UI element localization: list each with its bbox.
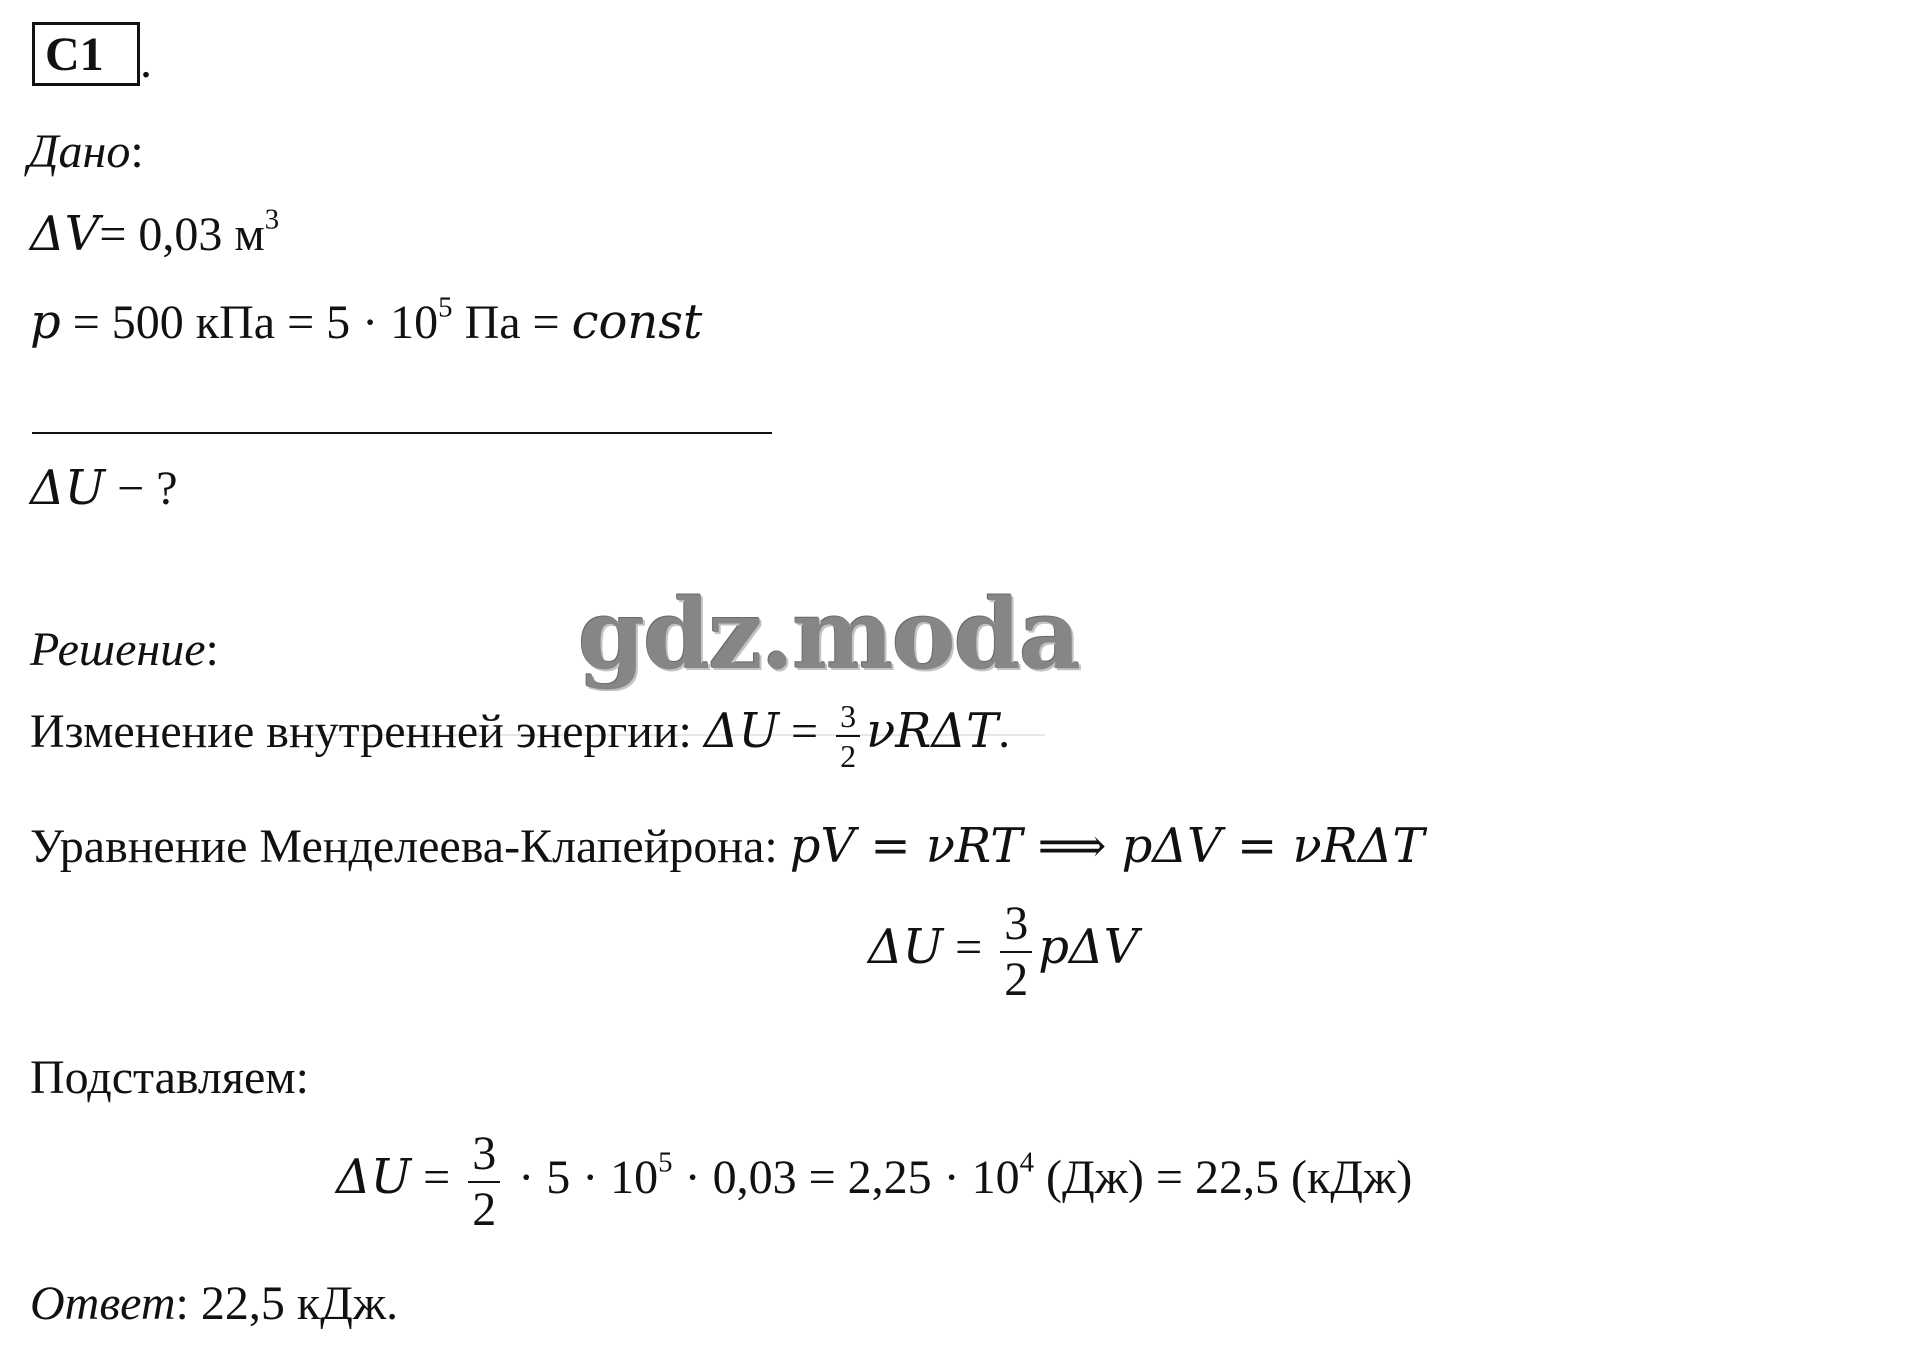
given-dv-value: = 0,03 м [99, 208, 265, 261]
substitution-eq: = [411, 1151, 463, 1205]
substitution-part2: · 0,03 = 2,25 · 10 [672, 1151, 1020, 1205]
answer-line [30, 1276, 398, 1331]
internal-energy-eq: = [779, 705, 831, 759]
internal-energy-text: Изменение внутренней энергии: [30, 705, 704, 759]
solution-heading [30, 622, 219, 677]
given-p-symbol: p [30, 294, 61, 350]
substitution-part3: (Дж) = 22,5 (кДж) [1034, 1151, 1413, 1205]
watermark-logo: gdz.moda [578, 578, 1080, 691]
substitution-formula [336, 1127, 1413, 1236]
solution-heading-label: Решение [30, 623, 206, 676]
find-question: − ? [105, 462, 178, 515]
internal-energy-du: ΔU [703, 703, 779, 760]
given-heading [28, 124, 144, 179]
mendeleev-line [30, 818, 1424, 874]
internal-energy-line [30, 700, 1010, 772]
given-p-unit: Па = [452, 296, 572, 349]
given-pressure [30, 291, 703, 350]
given-heading-colon: : [130, 125, 144, 178]
internal-energy-rhs: νRΔT [866, 703, 999, 760]
given-p-const: const [571, 294, 703, 350]
fraction-denominator: 2 [1004, 953, 1029, 1006]
derived-eq: = [943, 921, 995, 975]
find-du-symbol: ΔU [30, 460, 106, 516]
substitution-exp1: 5 [658, 1146, 673, 1179]
task-number: C1 [45, 27, 104, 81]
answer-value: : 22,5 кДж. [175, 1277, 399, 1330]
internal-energy-end: . [998, 705, 1011, 759]
substitution-du: ΔU [336, 1149, 412, 1206]
fraction-numerator: 3 [1004, 897, 1029, 950]
fraction-denominator: 2 [472, 1183, 497, 1236]
internal-energy-fraction [836, 700, 860, 772]
fraction-numerator: 3 [472, 1127, 497, 1180]
find-quantity [30, 460, 178, 516]
derived-formula [868, 897, 1139, 1006]
substitution-part1: · 5 · 10 [506, 1151, 659, 1205]
fraction-numerator: 3 [840, 698, 857, 734]
solution-heading-colon: : [205, 623, 219, 676]
mendeleev-formula: pV = νRT ⟹ pΔV = νRΔT [789, 818, 1425, 874]
given-p-value: = 500 кПа = 5 · 10 [72, 296, 439, 349]
derived-du: ΔU [868, 919, 944, 976]
given-dv-symbol: ΔV [30, 206, 100, 262]
substitution-fraction [468, 1127, 500, 1236]
mendeleev-text: Уравнение Менделеева-Клапейрона: [30, 820, 790, 873]
derived-rhs: pΔV [1038, 919, 1139, 976]
fraction-denominator: 2 [840, 738, 857, 774]
given-divider [32, 432, 772, 434]
substitution-exp2: 4 [1019, 1146, 1035, 1179]
given-dv-exponent: 3 [264, 203, 280, 236]
derived-fraction [1000, 897, 1032, 1006]
substitute-label: Подставляем: [30, 1051, 309, 1104]
given-p-exponent: 5 [438, 291, 453, 324]
fraction-bar [836, 735, 860, 737]
given-heading-label: Дано [28, 125, 131, 178]
task-number-box [32, 22, 140, 86]
answer-label: Ответ [30, 1277, 176, 1330]
task-number-dot: . [140, 35, 152, 88]
given-volume-change [30, 203, 280, 262]
